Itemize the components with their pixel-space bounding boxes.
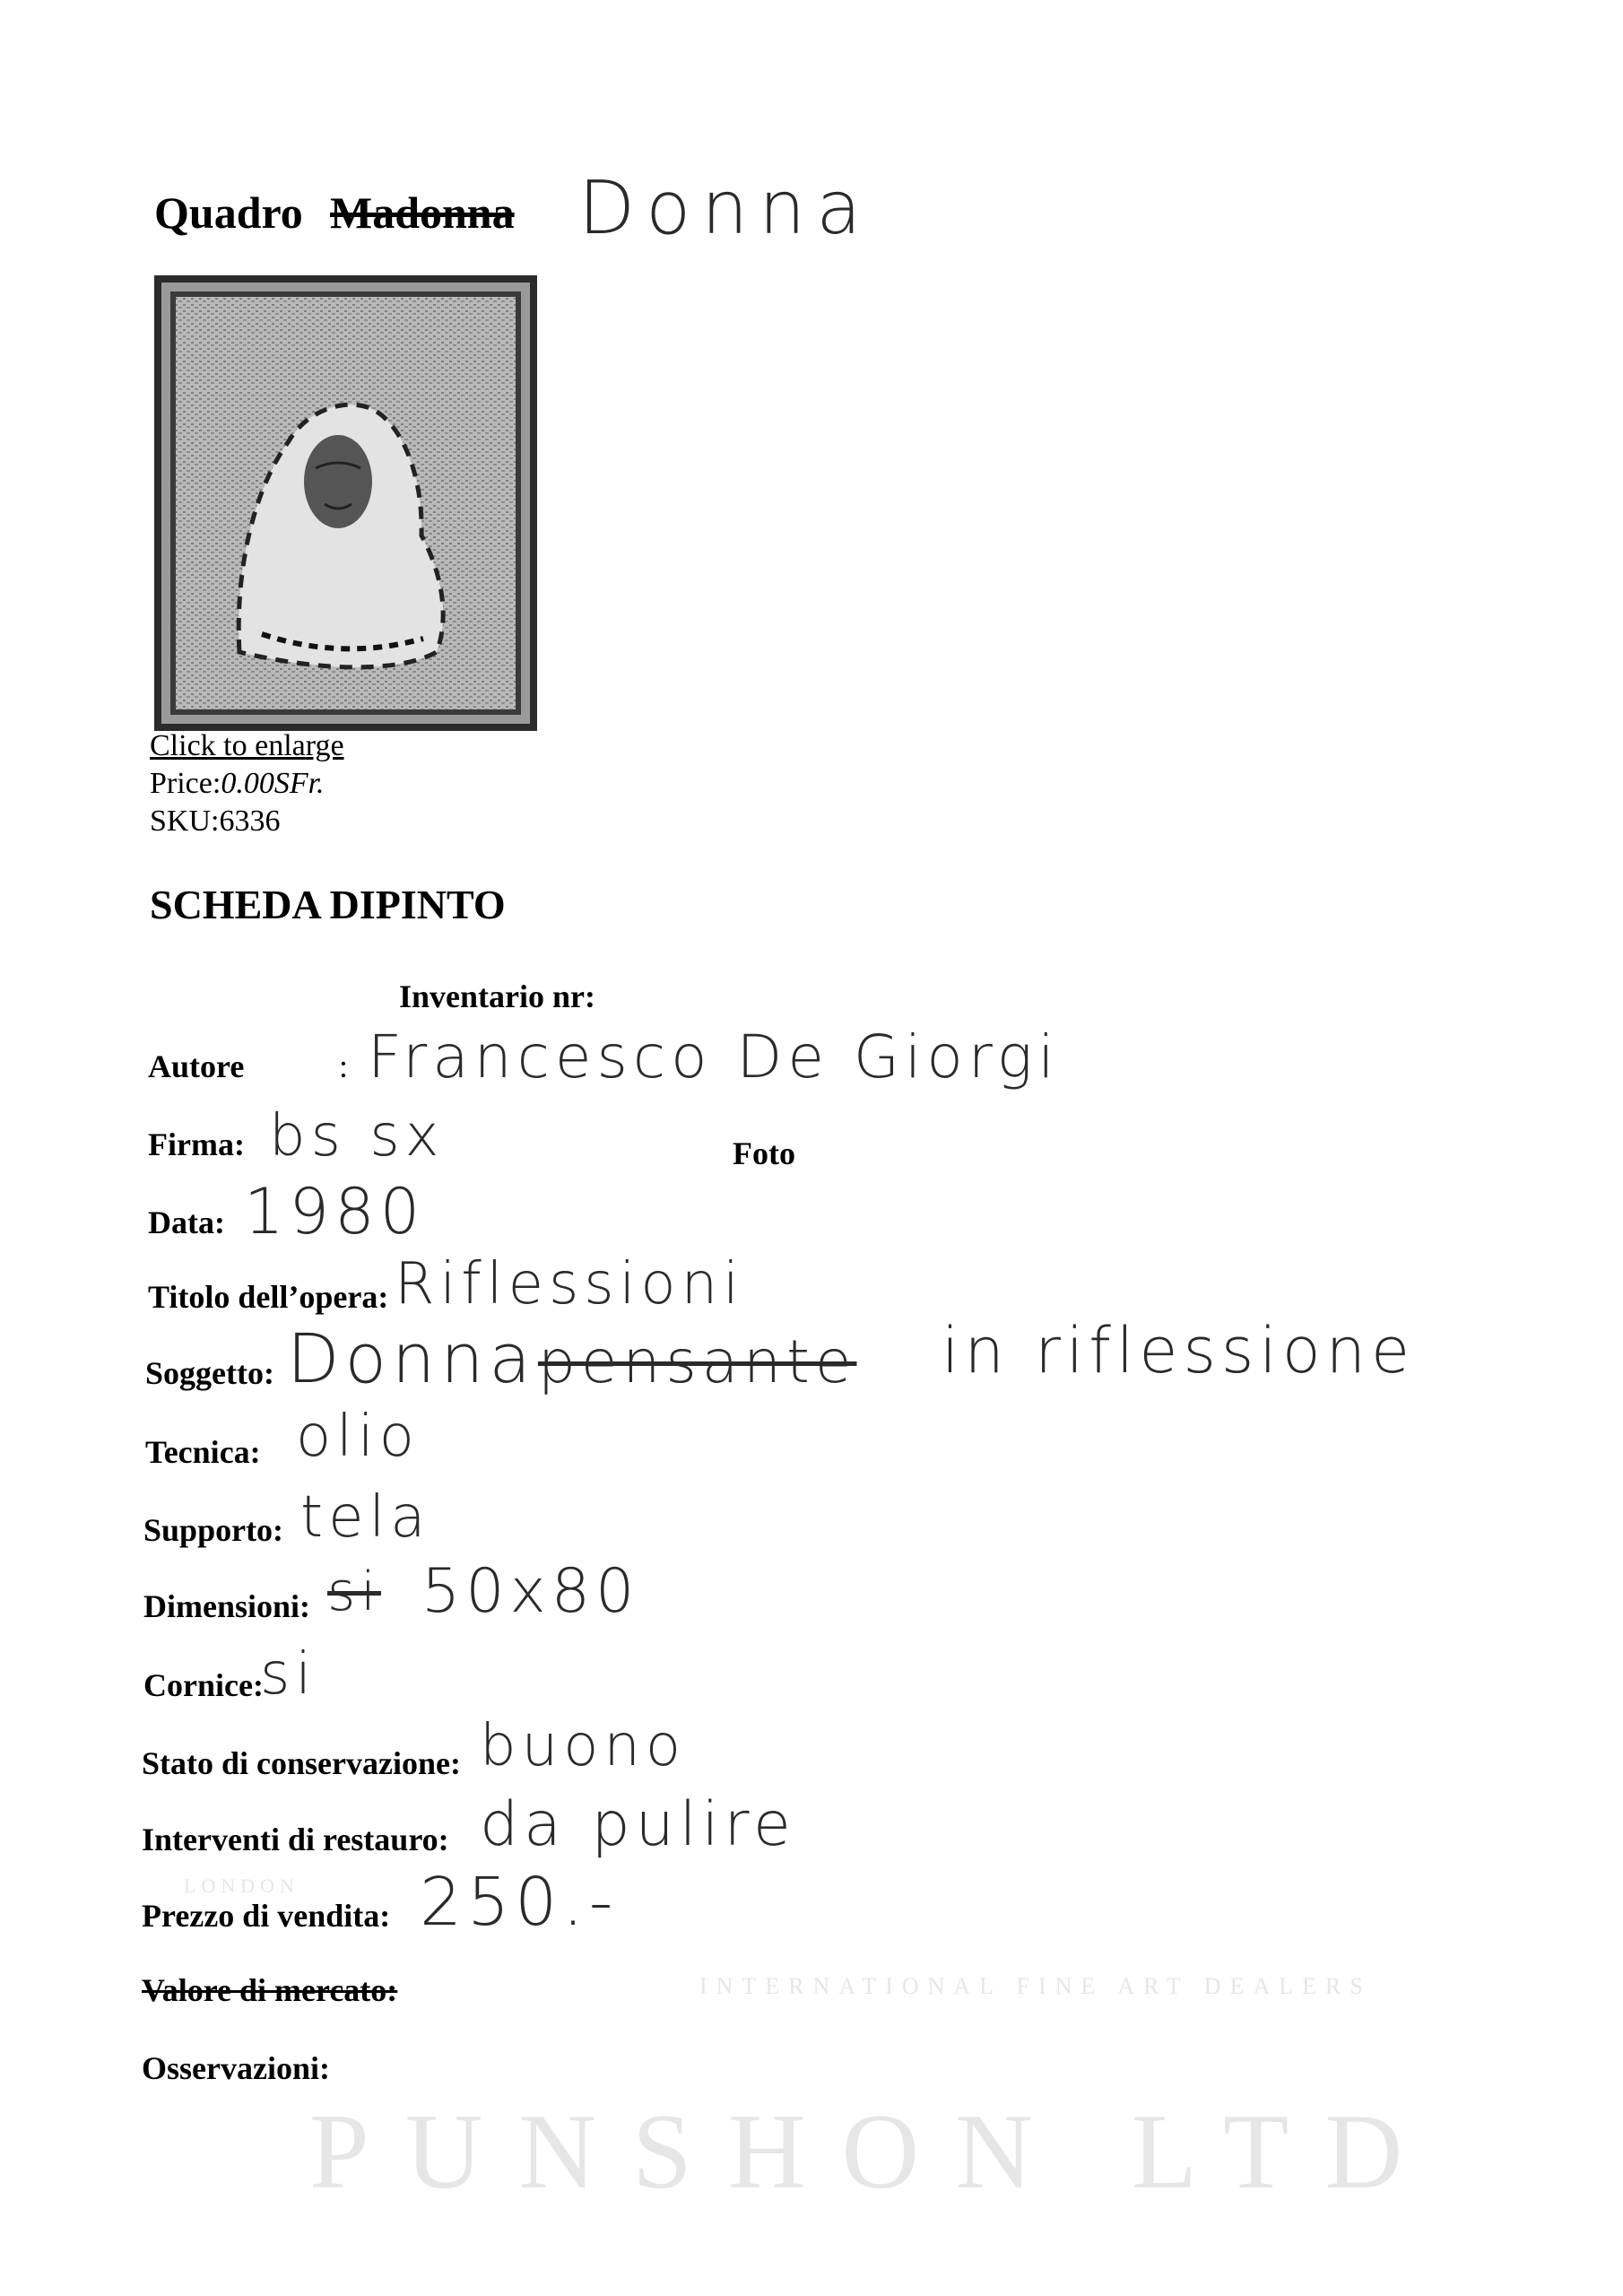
watermark-small-line2: LONDON <box>184 1874 299 1897</box>
inventory-label: Inventario nr: <box>399 978 595 1014</box>
title-prefix: Quadro <box>154 187 303 238</box>
dimensioni-label: Dimensioni: <box>143 1588 311 1624</box>
watermark-small-line: INTERNATIONAL FINE ART DEALERS <box>699 1973 1372 1999</box>
sku: SKU:6336 <box>150 804 281 838</box>
valore-label: Valore di mercato: <box>142 1972 398 2008</box>
stato-value: buono <box>480 1713 687 1779</box>
soggetto-value-struck: pensante <box>538 1327 857 1396</box>
firma-value: bs sx <box>269 1103 445 1170</box>
titolo-label: Titolo dell’opera: <box>148 1279 389 1315</box>
prezzo-value: 250.- <box>420 1864 619 1941</box>
firma-label: Firma: <box>148 1126 245 1162</box>
title-struck: Madonna <box>330 187 515 238</box>
dimensioni-value: 50x80 <box>421 1556 640 1627</box>
interventi-label: Interventi di restauro: <box>142 1822 449 1857</box>
interventi-value: da pulire <box>480 1789 796 1860</box>
stato-label: Stato di conservazione: <box>142 1745 461 1781</box>
price-label: Price: <box>150 767 221 800</box>
title-handwritten: Donna <box>578 166 872 251</box>
cornice-label: Cornice: <box>143 1667 264 1703</box>
autore-colon: : <box>339 1048 349 1084</box>
soggetto-value-a: Donna <box>287 1318 536 1398</box>
foto-label: Foto <box>733 1135 795 1171</box>
supporto-value: tela <box>300 1484 431 1551</box>
price-value: 0.00SFr. <box>221 767 325 800</box>
osservazioni-label: Osservazioni: <box>142 2050 330 2086</box>
tecnica-value: olio <box>296 1404 420 1470</box>
enlarge-link[interactable]: Click to enlarge <box>150 729 344 762</box>
painting-thumbnail[interactable] <box>154 275 537 731</box>
soggetto-value-b: in riflessione <box>942 1314 1416 1387</box>
autore-label: Autore <box>148 1048 245 1084</box>
form-heading: SCHEDA DIPINTO <box>150 882 506 927</box>
titolo-value: Riflessioni <box>395 1251 744 1318</box>
watermark-big: PUNSHON LTD <box>309 2092 1439 2211</box>
dimensioni-value-struck: si <box>327 1561 381 1623</box>
price-line <box>150 767 325 801</box>
supporto-label: Supporto: <box>143 1512 284 1548</box>
soggetto-label: Soggetto: <box>145 1355 274 1391</box>
cornice-value: si <box>260 1641 317 1708</box>
data-value: 1980 <box>244 1175 426 1248</box>
prezzo-label: Prezzo di vendita: <box>142 1898 391 1934</box>
autore-value: Francesco De Giorgi <box>368 1022 1060 1091</box>
tecnica-label: Tecnica: <box>145 1434 261 1470</box>
data-label: Data: <box>148 1205 225 1240</box>
